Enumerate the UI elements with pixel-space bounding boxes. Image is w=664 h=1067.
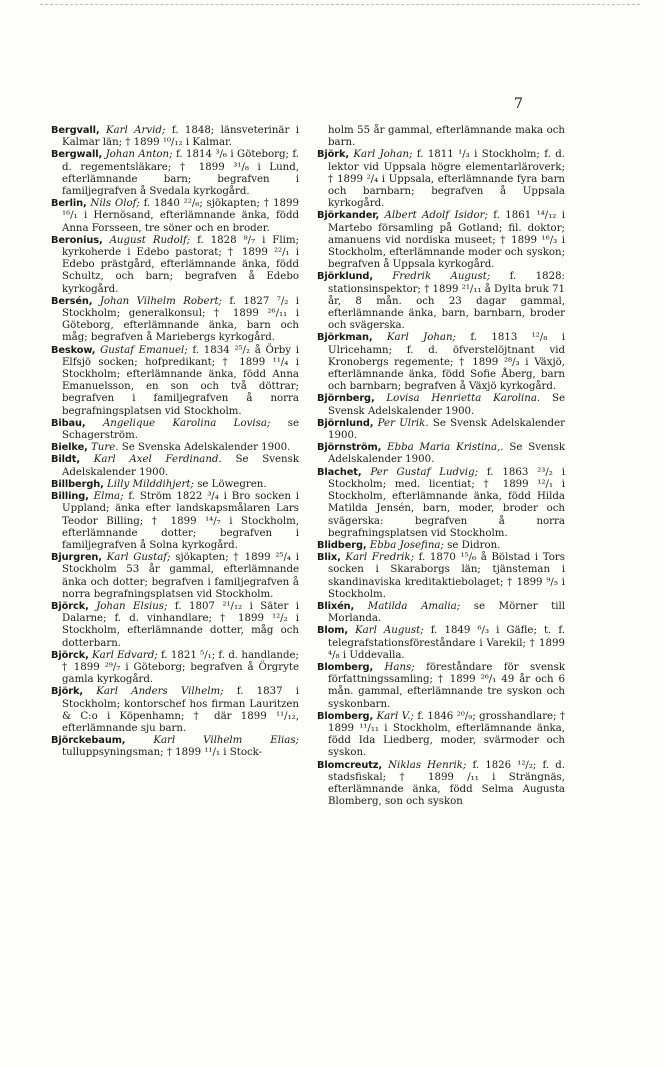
- entry-text: se Schagerström.: [62, 417, 299, 442]
- entry-text: f. 1861 ¹⁴/₁₂ i Martebo församling på Gotland; fil. doktor; amanuens vid nordiska museet; † 1899 ¹⁶/₃ i Stockholm, efterlämnande moder och syskon; begrafven å Uppsala kyrkogård.: [328, 210, 565, 271]
- entry-text: f. 1828: stationsinspektor; † 1899 ²¹/₁₁ å Dylta bruk 71 år, 8 mån. och 23 dagar gammal, efterlämnande änka, barn, barnbarn, broder och svägerska.: [328, 271, 565, 332]
- entry-given-names: Nils Olof;: [90, 198, 140, 210]
- entry: [317, 393, 565, 417]
- entry-text: se Löwegren.: [197, 478, 267, 490]
- entry-given-names: Karl Johan;: [353, 149, 413, 161]
- entry-text: sjökapten; † 1899 ²⁵/₄ i Stockholm 53 år gammal, efterlämnande änka och dotter; begrafven i familjegrafven å norra begrafningsplatsen vid Stockholm.: [62, 552, 299, 600]
- entry: [317, 540, 565, 552]
- entry-text: f. Ström 1822 ³/₄ i Bro socken i Uppland; änka efter landskapsmålaren Lars Teodor Billing; † 1899 ¹⁴/₇ i Stockholm, efterlämnande dotter; begrafven i familjegrafven å Solna kyrkogård.: [62, 491, 299, 551]
- top-rule: [40, 4, 640, 5]
- entry-text: f. 1811 ¹/₃ i Stockholm; f. d. lektor vid Uppsala högre elementarläroverk; † 1899 ²/₄ i Uppsala, efterlämnande fyra barn och barnbarn; begrafven å Uppsala kyrkogård.: [328, 149, 565, 210]
- entry-text: Se Svensk Adelskalender 1900.: [328, 442, 565, 466]
- entry-given-names: Karl Fredrik;: [345, 552, 415, 564]
- entry-surname: Bjurgren,: [51, 552, 102, 564]
- entry-given-names: Karl August;: [355, 625, 424, 637]
- entry-surname: Blomberg,: [317, 710, 374, 722]
- entry: [317, 125, 565, 149]
- entry-surname: Björck,: [51, 649, 89, 661]
- entry-text: Se Svensk Adelskalender 1900.: [62, 454, 299, 478]
- entry-surname: Björklund,: [317, 271, 373, 283]
- entry-surname: Beskow,: [51, 344, 96, 356]
- entry-surname: Björnström,: [317, 442, 382, 454]
- entry-given-names: Elma;: [93, 491, 124, 503]
- entry-text: f. 1840 ²²/₆; sjökapten; † 1899 ¹⁶/₁ i Hernösand, efterlämnande änka, född Anna Forsseen, tre söner och en broder.: [62, 198, 299, 234]
- entry-text: f. 1846 ²⁰/₉; grosshandlare; † 1899 ¹¹/₁₁ i Stockholm, efterlämnande änka, född Ida Liedberg, moder, svärmoder och syskon.: [328, 710, 565, 759]
- entry-text: föreståndare för svensk författningssamling; † 1899 ²⁶/₁ 49 år och 6 mån. gammal, efterlämnande tre syskon och syskonbarn.: [328, 661, 566, 710]
- entry-surname: Björk,: [317, 149, 350, 161]
- entry-surname: Berlin,: [51, 198, 87, 210]
- entry-text: f. 1826 ¹²/₂; f. d. stadsfiskal; † 1899 /₁₁ i Strängnäs, efterlämnande änka, född Selma Augusta Blomberg, son och syskon: [328, 759, 565, 808]
- entry: [317, 210, 565, 271]
- entry-surname: Billbergh,: [51, 478, 104, 490]
- entry-surname: Bersén,: [51, 295, 93, 307]
- entry: [317, 601, 565, 625]
- entry: [51, 198, 299, 235]
- entry-text: f. 1828 ⁸/₇ i Flim; kyrkoherde i Edebo pastorat; † 1899 ²²/₁ i Edebo prästgård, efterlämnande änka, född Schultz, och barn; begrafven å Edebo kyrkogård.: [62, 234, 299, 295]
- entry-surname: Björckebaum,: [51, 735, 126, 747]
- entry-text: f. 1821 ⁵/₁; f. d. handlande; † 1899 ²⁹/₇ i Göteborg; begrafven å Örgryte gamla kyrkogård.: [62, 649, 299, 686]
- entry-text: f. 1849 ⁶/₃ i Gäfle; t. f. telegrafstationsföreståndare i Varekil; † 1899 ⁴/₈ i Uddevalla.: [328, 625, 565, 661]
- entry-surname: Björck,: [51, 600, 89, 612]
- entry-surname: Beronius,: [51, 234, 103, 246]
- entry-given-names: Karl Johan;: [386, 332, 456, 344]
- entry-surname: Bielke,: [51, 442, 88, 454]
- entry-text: f. 1863 ²³/₂ i Stockholm; med. licentiat; † 1899 ¹²/₁ i Stockholm, efterlämnande änka, född Hilda Matilda Jensén, barn, moder, broder och svägerska: begrafven å norra begrafningsplatsen vid Stockholm.: [328, 466, 565, 539]
- entry: [317, 552, 565, 601]
- entry: [317, 662, 565, 711]
- entry: [317, 711, 565, 760]
- entry: [317, 149, 565, 210]
- entry-text: f. 1827 ⁷/₂ i Stockholm; generalkonsul; † 1899 ²⁶/₁₁ i Göteborg, efterlämnande änka, barn och måg; begrafven å Mariebergs kyrkogård.: [62, 295, 299, 344]
- entry-surname: Björkman,: [317, 332, 373, 344]
- entry-given-names: Lovisa Henrietta Karolina.: [386, 393, 541, 405]
- entry-given-names: Gustaf Emanuel;: [100, 344, 188, 356]
- entry-given-names: Matilda Amalia;: [367, 600, 461, 612]
- entry-surname: Blidberg,: [317, 539, 367, 551]
- entry: [51, 418, 299, 442]
- entry-surname: Blomcreutz,: [317, 759, 383, 771]
- entry: [51, 235, 299, 296]
- entry: [51, 552, 299, 601]
- entry-given-names: Johan Anton;: [105, 149, 173, 161]
- entry-given-names: Niklas Henrik;: [388, 759, 467, 771]
- entry-text: f. 1814 ³/₆ i Göteborg; f. d. regementsläkare; † 1899 ³¹/₈ i Lund, efterlämnande barn; begrafven i familjegrafven å Svedala kyrkogård.: [62, 149, 299, 198]
- entry-given-names: August Rudolf;: [109, 234, 191, 246]
- entry-surname: Blachet,: [317, 466, 362, 478]
- entry-given-names: Johan Vilhelm Robert;: [99, 295, 222, 307]
- entry-given-names: Hans;: [384, 661, 415, 673]
- entry-given-names: Fredrik August;: [392, 271, 491, 283]
- entry-given-names: Lilly Milddihjert;: [107, 478, 194, 490]
- entry: [51, 650, 299, 687]
- entry-given-names: Ebba Josefina;: [369, 539, 444, 551]
- entry: [51, 686, 299, 735]
- entry-text: Se Svensk Adelskalender 1900.: [328, 417, 565, 442]
- entry: [317, 442, 565, 466]
- entry-surname: Blix,: [317, 552, 341, 564]
- entry-given-names: Karl Vilhelm Elias;: [153, 735, 299, 747]
- entry-text: f. 1848; länsveterinär i Kalmar län; † 1899 ¹⁰/₁₂ i Kalmar.: [62, 125, 300, 149]
- entry: [51, 454, 299, 478]
- entry-surname: Bildt,: [51, 454, 81, 466]
- entry-text: f. 1813 ¹²/₈ i Ulricehamn; f. d. öfverstelöjtnant vid Kronobergs regemente; † 1899 ²⁸/₃ i Växjö, efterlämnande änka, född Sofie Åberg, barn och barnbarn; begrafven å Växjö kyrkogård.: [328, 332, 566, 393]
- entry-given-names: Per Gustaf Ludvig;: [370, 466, 479, 478]
- entry-text: f. 1837 i Stockholm; kontorschef hos firman Lauritzen & C:o i Köpenhamn; † där 1899 ¹¹/₁₂, efterlämnande sju barn.: [62, 686, 299, 734]
- entry-given-names: Karl Arvid;: [105, 125, 166, 136]
- entry: [51, 735, 299, 759]
- entry-given-names: Karl Axel Ferdinand.: [93, 454, 222, 466]
- entry-given-names: Per Ulrik.: [377, 417, 429, 429]
- entry-surname: Björk,: [51, 686, 84, 698]
- entry: [51, 479, 299, 491]
- entry-surname: Blom,: [317, 625, 348, 637]
- entry-text: se Didron.: [447, 539, 501, 551]
- entry-text: se Mörner till Morlanda.: [328, 600, 566, 625]
- entry-surname: Björnlund,: [317, 417, 374, 429]
- entry: [51, 345, 299, 418]
- entry-surname: Blixén,: [317, 600, 355, 612]
- entry: [317, 418, 565, 442]
- entry: [317, 625, 565, 662]
- entry-given-names: Karl Gustaf;: [106, 552, 171, 564]
- entry-text: f. 1870 ¹⁵/₆ å Bölstad i Tors socken i Skaraborgs län; tjänsteman i skandinaviska kreditaktiebolaget; † 1899 ⁹/₅ i Stockholm.: [328, 552, 565, 600]
- left-column: [51, 125, 299, 760]
- entry-given-names: Ebba Maria Kristina,.: [387, 442, 504, 454]
- entry: [51, 149, 299, 198]
- entry-text: Se Svensk Adelskalender 1900.: [328, 393, 565, 417]
- entry-surname: Bergwall,: [51, 149, 103, 161]
- entry-text: tulluppsyningsman; † 1899 ¹¹/₁ i Stock-: [62, 747, 263, 759]
- entry-surname: Billing,: [51, 491, 89, 503]
- page-number: 7: [514, 96, 523, 112]
- entry: [317, 332, 565, 393]
- entry-given-names: Albert Adolf Isidor;: [384, 210, 488, 222]
- entry-text: holm 55 år gammal, efterlämnande maka och barn.: [328, 125, 565, 149]
- entry-surname: Bergvall,: [51, 125, 100, 136]
- entry-given-names: Ture.: [91, 442, 119, 454]
- entry-text: Se Svenska Adelskalender 1900.: [121, 442, 291, 454]
- entry: [51, 125, 299, 149]
- right-column: [317, 125, 565, 808]
- entry: [317, 760, 565, 809]
- entry-given-names: Angelique Karolina Lovisa;: [102, 417, 271, 429]
- entry-surname: Blomberg,: [317, 661, 374, 673]
- entry-surname: Björnberg,: [317, 393, 375, 405]
- entry: [51, 601, 299, 650]
- entry-given-names: Karl Edvard;: [92, 649, 158, 661]
- entry-given-names: Johan Elsius;: [96, 600, 168, 612]
- entry-given-names: Karl Anders Vilhelm;: [96, 686, 224, 698]
- entry: [317, 467, 565, 540]
- entry-surname: Björkander,: [317, 210, 380, 222]
- entry: [51, 491, 299, 552]
- entry: [317, 271, 565, 332]
- entry-text: f. 1807 ²¹/₁₂ i Säter i Dalarne; f. d. vinhandlare; † 1899 ¹²/₂ i Stockholm, efterlämnande dotter, måg och dotterbarn.: [62, 600, 300, 649]
- entry-text: f. 1834 ²⁵/₂ å Örby i Elfsjö socken; hofpredikant; † 1899 ¹¹/₄ i Stockholm; efterlämnande änka, född Anna Emanuelsson, en son och två döttrar; begrafven i familjegrafven å norra begrafningsplatsen vid Stockholm.: [62, 344, 300, 417]
- entry-given-names: Karl V.;: [376, 710, 414, 722]
- entry: [51, 296, 299, 345]
- entry: [51, 442, 299, 454]
- entry-surname: Bibau,: [51, 417, 86, 429]
